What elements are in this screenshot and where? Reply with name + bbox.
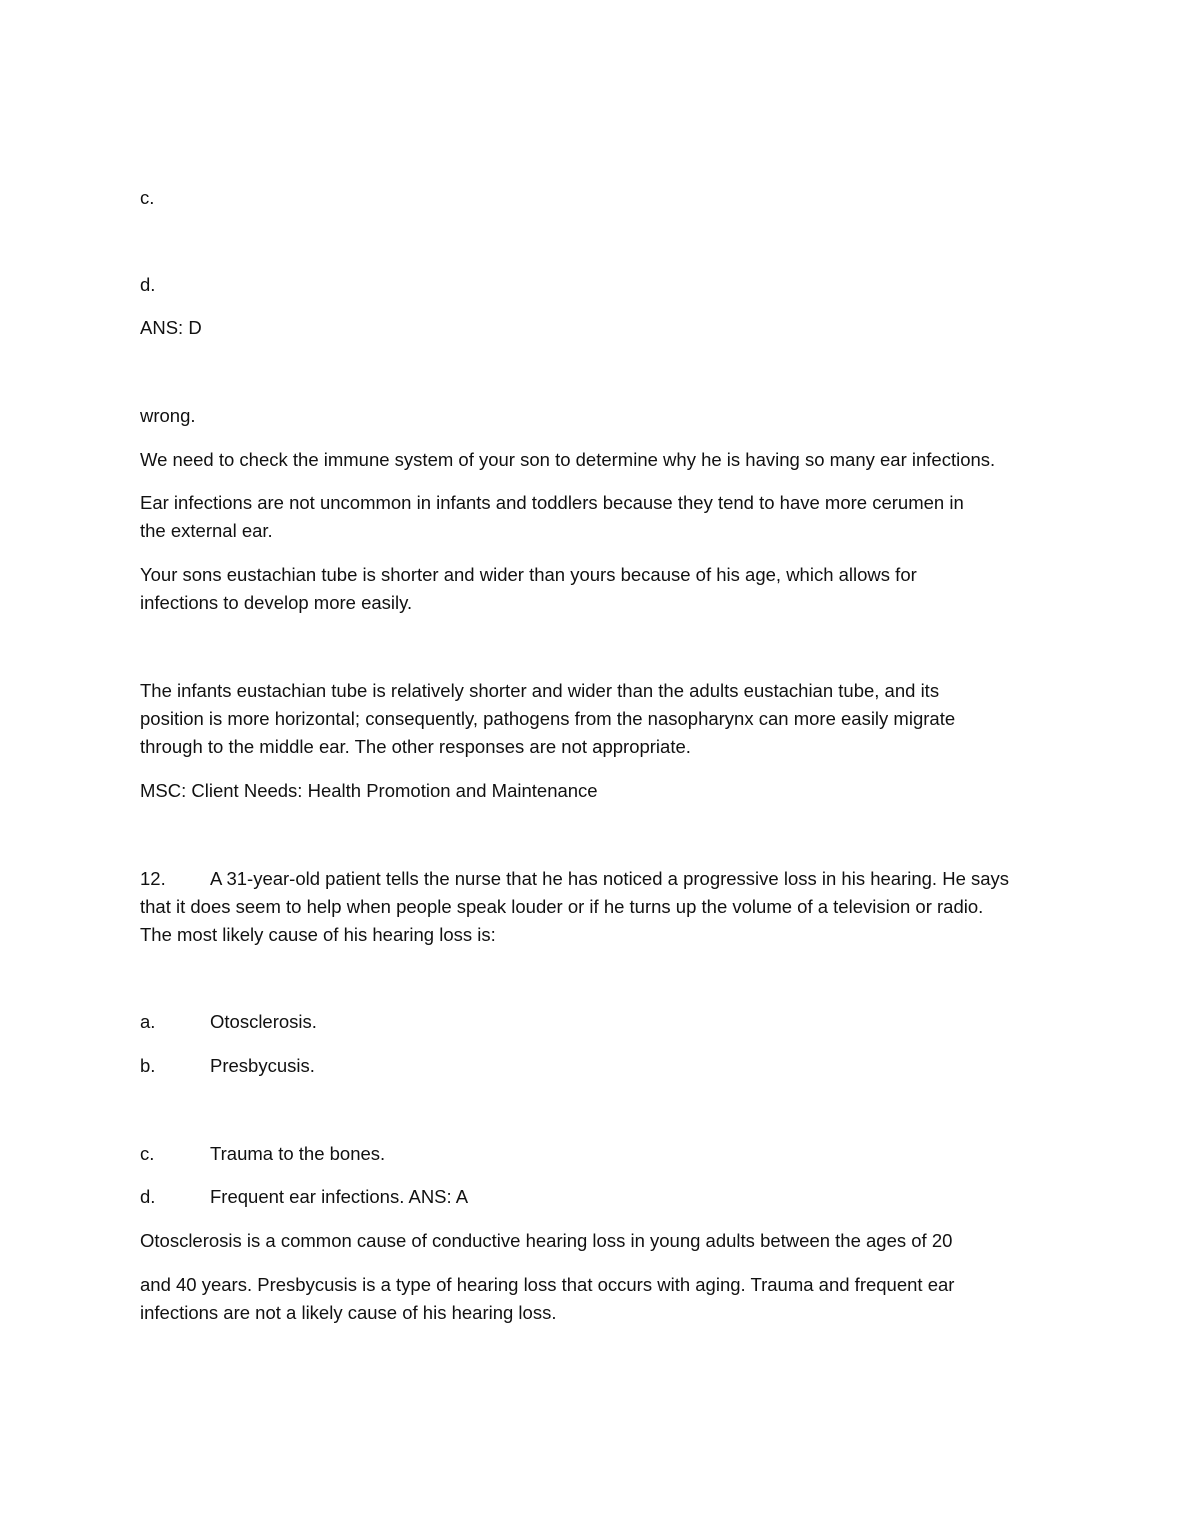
option-a-label: a.	[140, 1011, 156, 1032]
option-d-text: Frequent ear infections. ANS: A	[210, 1186, 469, 1207]
option-c-text: Trauma to the bones.	[210, 1143, 386, 1164]
option-d-label: d.	[140, 1186, 156, 1207]
option-b-label: b.	[140, 1055, 156, 1076]
q12-rationale-line-1: Otosclerosis is a common cause of conductive hearing loss in young adults between the ages of 20	[140, 1230, 953, 1251]
msc-client-needs: MSC: Client Needs: Health Promotion and Maintenance	[140, 780, 598, 801]
rationale-response-1: We need to check the immune system of your son to determine why he is having so many ear infections.	[140, 449, 996, 470]
rationale-response-2-line-2: the external ear.	[140, 520, 273, 541]
option-d-label: d.	[140, 274, 156, 295]
question-number: 12.	[140, 868, 166, 889]
option-c-label: c.	[140, 187, 155, 208]
q12-rationale-line-2: and 40 years. Presbycusis is a type of hearing loss that occurs with aging. Trauma and frequent ear	[140, 1274, 955, 1295]
explanation-line-1: The infants eustachian tube is relatively shorter and wider than the adults eustachian tube, and its	[140, 680, 940, 701]
option-b-text: Presbycusis.	[210, 1055, 315, 1076]
rationale-wrong: wrong.	[140, 405, 196, 426]
answer-key: ANS: D	[140, 317, 202, 338]
question-line-3: The most likely cause of his hearing loss is:	[140, 924, 496, 945]
rationale-response-3-line-1: Your sons eustachian tube is shorter and wider than yours because of his age, which allows for	[140, 564, 917, 585]
question-line-2: that it does seem to help when people speak louder or if he turns up the volume of a television or radio.	[140, 896, 984, 917]
rationale-response-2-line-1: Ear infections are not uncommon in infants and toddlers because they tend to have more cerumen in	[140, 492, 964, 513]
option-c-label: c.	[140, 1143, 155, 1164]
explanation-line-3: through to the middle ear. The other responses are not appropriate.	[140, 736, 691, 757]
explanation-line-2: position is more horizontal; consequently, pathogens from the nasopharynx can more easily migrate	[140, 708, 956, 729]
option-a-text: Otosclerosis.	[210, 1011, 317, 1032]
rationale-response-3-line-2: infections to develop more easily.	[140, 592, 413, 613]
q12-rationale-line-3: infections are not a likely cause of his hearing loss.	[140, 1302, 557, 1323]
question-line-1: A 31-year-old patient tells the nurse that he has noticed a progressive loss in his hearing. He says	[210, 868, 1010, 889]
